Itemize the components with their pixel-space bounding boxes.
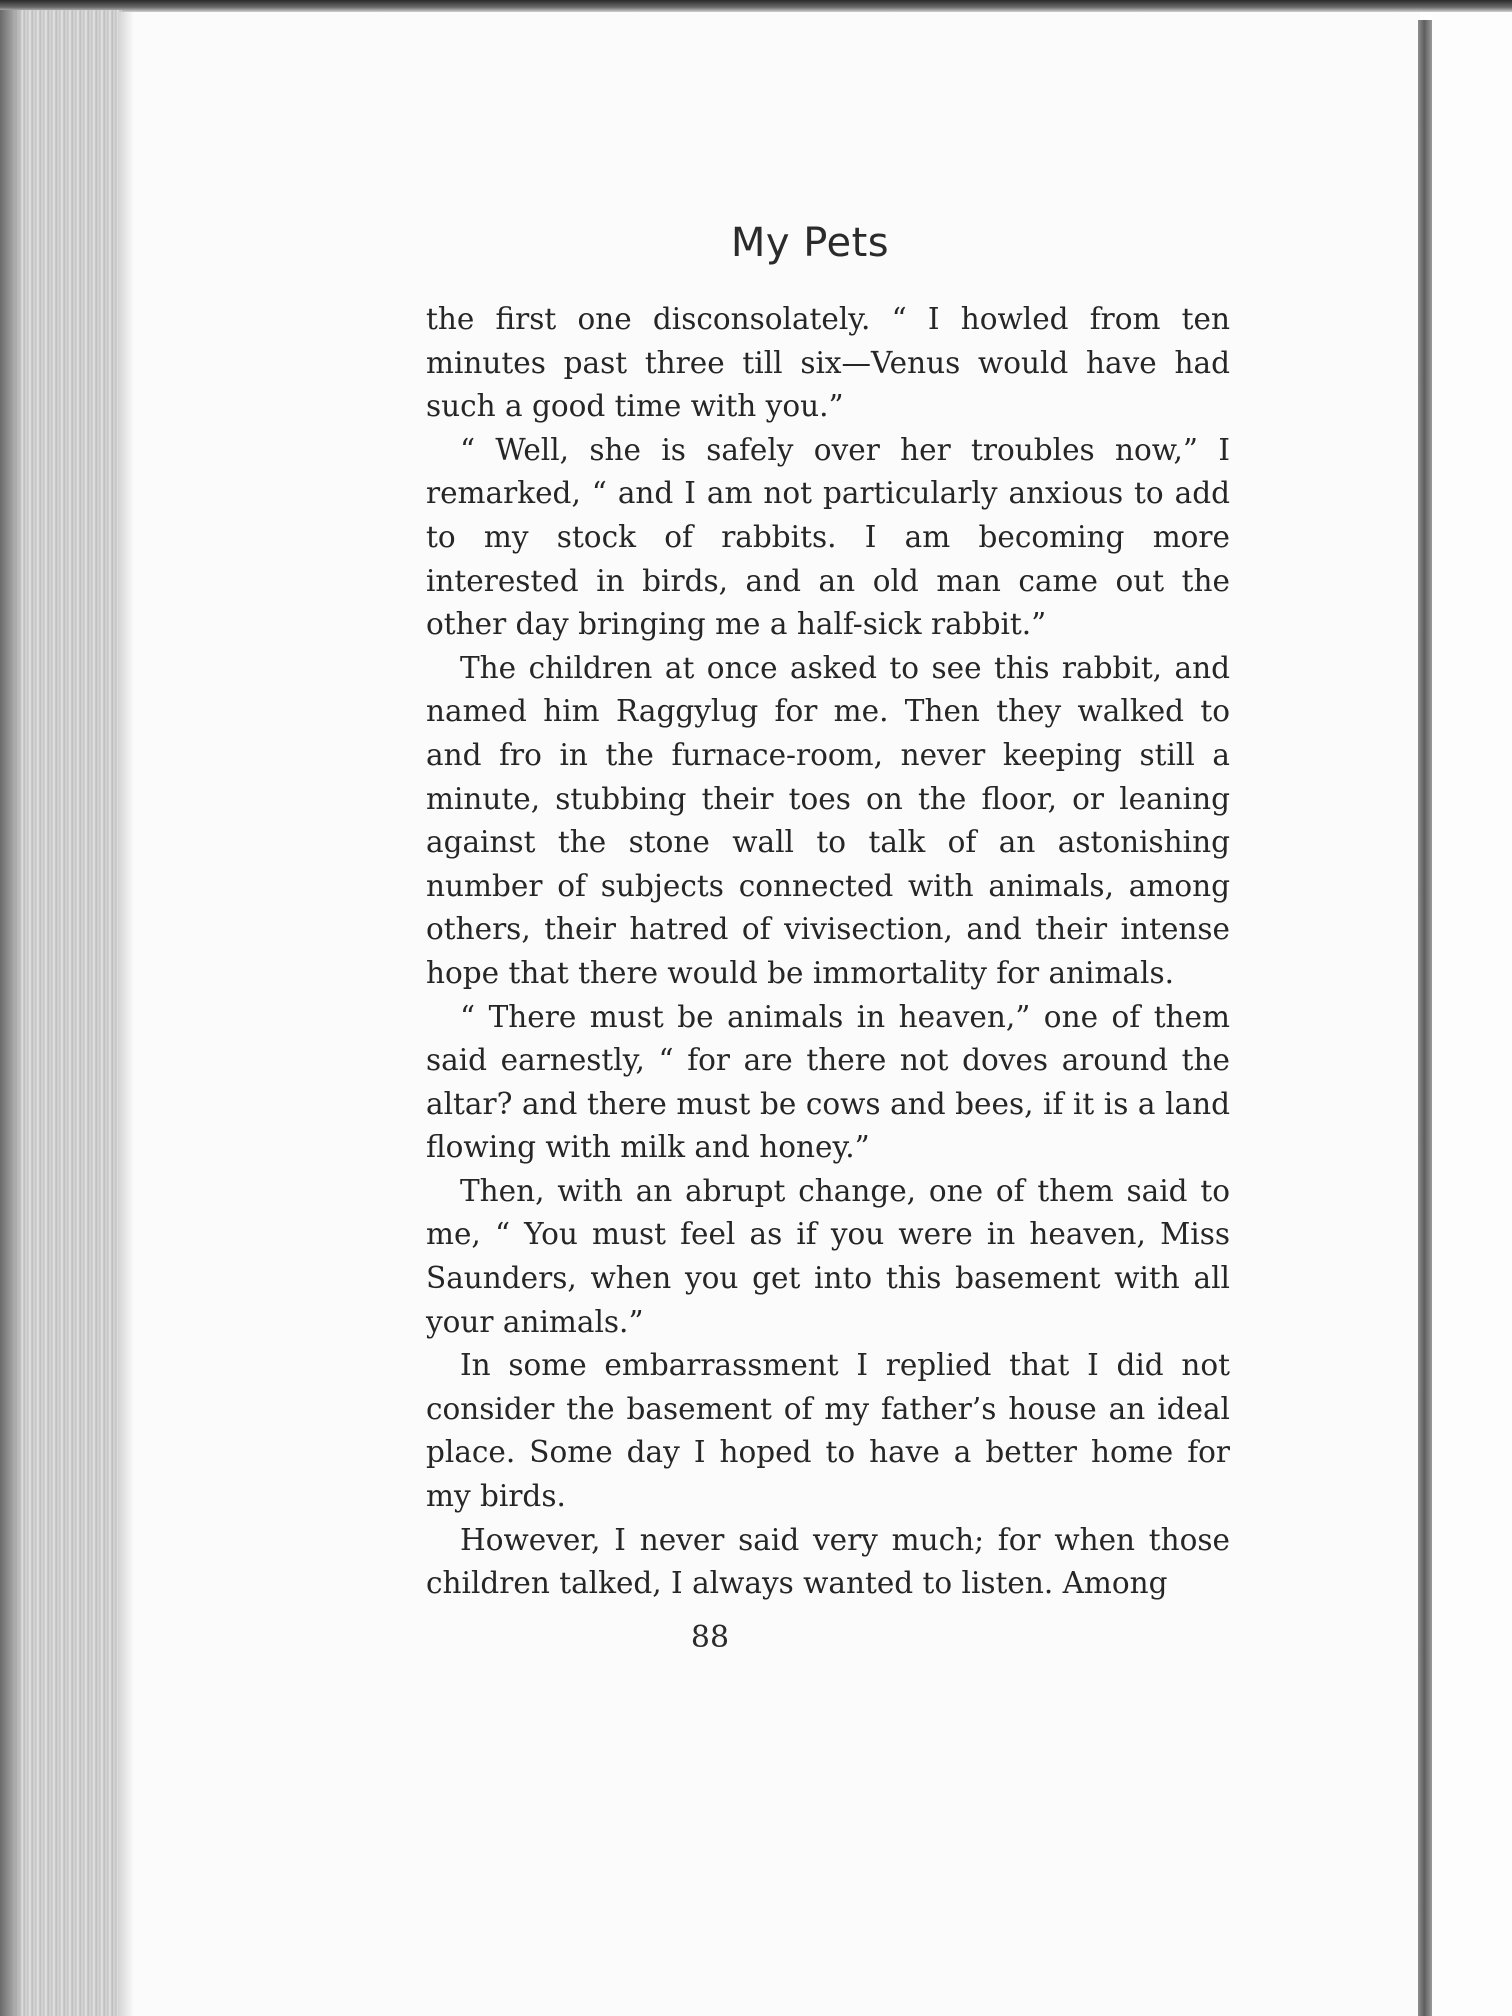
spine-gutter bbox=[1418, 20, 1432, 2016]
facing-page-margin bbox=[1432, 12, 1512, 2016]
paragraph: “ Well, she is safely over her troubles now,” I remarked, “ and I am not particularly anxious to add to my stock of rabbits. I am becoming more interested in birds, and an old man came out the other day bringing me a half-sick rabbit.” bbox=[426, 432, 1230, 642]
book-top-edge bbox=[0, 0, 1512, 12]
paragraph: However, I never said very much; for when those children talked, I always wanted to listen. Among bbox=[426, 1522, 1230, 1601]
paragraph: Then, with an abrupt change, one of them said to me, “ You must feel as if you were in heaven, Miss Saunders, when you get into this basement with all your animals.” bbox=[426, 1173, 1230, 1339]
paragraph: “ There must be animals in heaven,” one of them said earnestly, “ for are there not doves around the altar? and there must be cows and bees, if it is a land flowing with milk and honey.” bbox=[426, 999, 1230, 1165]
paragraph: The children at once asked to see this rabbit, and named him Raggylug for me. Then they walked to and fro in the furnace-room, never keeping still a minute, stubbing their toes on the floor, or leaning against the stone wall to talk of an astonishing number of subjects connected with animals, among others, their hatred of vivisection, and their intense hope that there would be immortality for animals. bbox=[426, 650, 1230, 990]
running-head: My Pets bbox=[730, 220, 890, 266]
body-text bbox=[426, 298, 1230, 1606]
page-number bbox=[138, 1620, 1512, 1655]
paragraph: the first one disconsolately. “ I howled from ten minutes past three till six—Venus would have had such a good time with you.” bbox=[426, 302, 1230, 424]
page-number-text: 88 bbox=[690, 1620, 730, 1655]
page-stack-shadow bbox=[0, 10, 22, 2016]
page-inner-shadow bbox=[118, 12, 134, 2016]
paragraph: In some embarrassment I replied that I did not consider the basement of my father’s house an ideal place. Some day I hoped to have a better home for my birds. bbox=[426, 1348, 1230, 1514]
